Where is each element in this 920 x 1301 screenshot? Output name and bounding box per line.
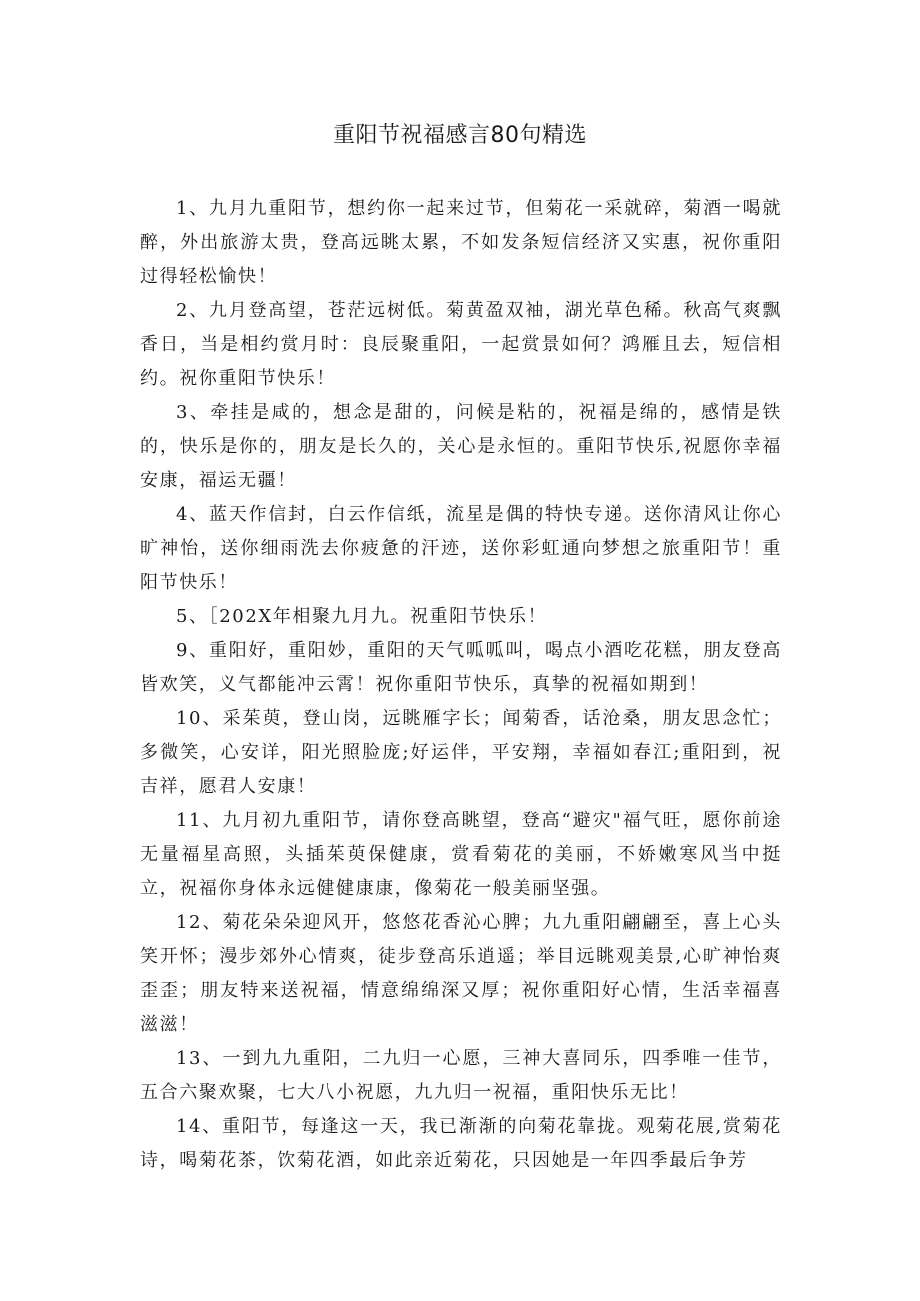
paragraph: 3、牵挂是咸的，想念是甜的，问候是粘的，祝福是绵的，感情是铁的，快乐是你的，朋友是长久的，关心是永恒的。重阳节快乐,祝愿你幸福安康，福运无疆！ (140, 402, 782, 491)
paragraph: 1、九月九重阳节，想约你一起来过节，但菊花一采就碎，菊酒一喝就醉，外出旅游太贵，登高远眺太累，不如发条短信经济又实惠，祝你重阳过得轻松愉快！ (140, 198, 782, 287)
paragraph: 5、［202X年相聚九月九。祝重阳节快乐！ (176, 606, 548, 627)
paragraph: 9、重阳好，重阳妙，重阳的天气呱呱叫，喝点小酒吃花糕，朋友登高皆欢笑，义气都能冲云霄！祝你重阳节快乐，真挚的祝福如期到！ (140, 640, 782, 695)
paragraph: 14、重阳节，每逢这一天，我已渐渐的向菊花靠拢。观菊花展,赏菊花诗，喝菊花茶，饮菊花酒，如此亲近菊花，只因她是一年四季最后争芳 (140, 1116, 782, 1171)
paragraph: 11、九月初九重阳节，请你登高眺望，登高“避灾"福气旺，愿你前途无量福星高照，头插茱萸保健康，赏看菊花的美丽，不娇嫩寒风当中挺立，祝福你身体永远健健康康，像菊花一般美丽坚强。 (140, 810, 782, 899)
paragraph: 13、一到九九重阳，二九归一心愿，三神大喜同乐，四季唯一佳节，五合六聚欢聚，七大八小祝愿，九九归一祝福，重阳快乐无比！ (140, 1048, 782, 1103)
document-title: 重阳节祝福感言80句精选 (333, 123, 587, 148)
paragraph: 10、采茱萸，登山岗，远眺雁字长；闻菊香，话沧桑，朋友思念忙；多微笑，心安详，阳光照脸庞;好运伴，平安翔，幸福如春江;重阳到，祝吉祥，愿君人安康！ (140, 708, 782, 797)
paragraph: 2、九月登高望，苍茫远树低。菊黄盈双袖，湖光草色稀。秋高气爽飘香日，当是相约赏月时：良辰聚重阳，一起赏景如何？鸿雁且去，短信相约。祝你重阳节快乐！ (140, 300, 782, 389)
paragraph: 12、菊花朵朵迎风开，悠悠花香沁心脾；九九重阳翩翩至，喜上心头笑开怀；漫步郊外心情爽，徒步登高乐逍遥；举目远眺观美景,心旷神怡爽歪歪；朋友特来送祝福，情意绵绵深又厚；祝你重阳好心情，生活幸福喜滋滋！ (140, 912, 782, 1035)
paragraph: 4、蓝天作信封，白云作信纸，流星是偶的特快专递。送你清风让你心旷神怡，送你细雨洗去你疲惫的汗迹，送你彩虹通向梦想之旅重阳节！重阳节快乐！ (140, 504, 782, 593)
document-body (140, 192, 782, 1178)
